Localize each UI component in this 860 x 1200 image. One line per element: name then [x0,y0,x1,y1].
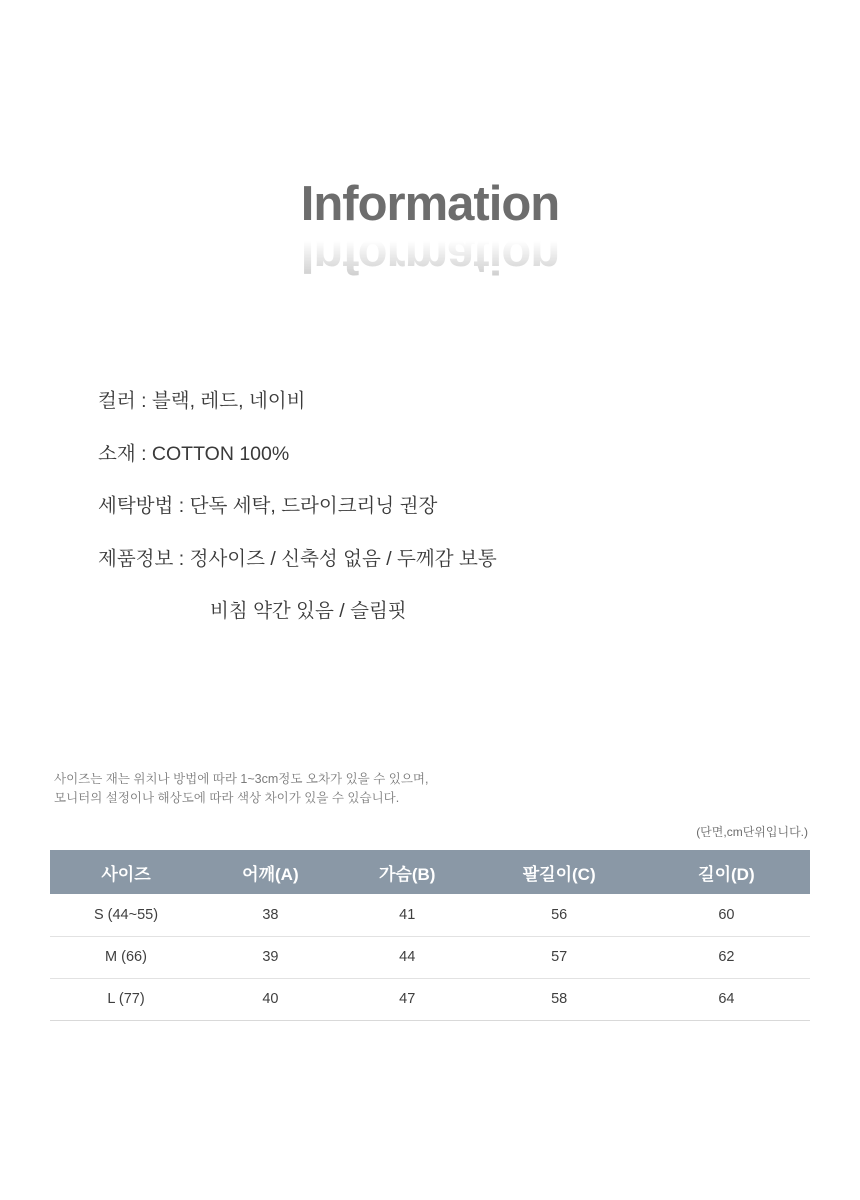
notice-line-2: 모니터의 설정이나 해상도에 따라 색상 차이가 있을 수 있습니다. [54,791,400,805]
cell-length: 62 [643,936,810,978]
table-header-sleeve: 팔길이(C) [476,850,643,894]
table-row [50,936,810,978]
cell-sleeve: 57 [476,936,643,978]
page-title-reflection: Information [0,231,860,280]
cell-sleeve: 58 [476,978,643,1020]
size-chart-table [50,850,810,1021]
table-header-length: 길이(D) [643,850,810,894]
product-info-block [98,392,758,655]
cell-length: 64 [643,978,810,1020]
table-row [50,894,810,936]
cell-size: M (66) [50,936,202,978]
page-title-block [0,177,860,283]
cell-size: S (44~55) [50,894,202,936]
cell-chest: 41 [339,894,476,936]
cell-shoulder: 39 [202,936,339,978]
measurement-notice [54,770,814,808]
unit-note: (단면,cm단위입니다.) [696,825,808,839]
cell-length: 60 [643,894,810,936]
notice-line-1: 사이즈는 재는 위치나 방법에 따라 1~3cm정도 오차가 있을 수 있으며, [54,772,429,786]
table-header-shoulder: 어깨(A) [202,850,339,894]
info-line-product-details: 제품정보 : 정사이즈 / 신축성 없음 / 두께감 보통 [98,547,497,570]
table-header-row [50,850,810,894]
table-header-size: 사이즈 [50,850,202,894]
page-title: Information [300,177,560,231]
cell-shoulder: 40 [202,978,339,1020]
info-line-material: 소재 : COTTON 100% [98,442,290,465]
info-line-color: 컬러 : 블랙, 레드, 네이비 [98,390,306,412]
cell-sleeve: 56 [476,894,643,936]
table-header-chest: 가슴(B) [339,850,476,894]
cell-shoulder: 38 [202,894,339,936]
cell-size: L (77) [50,978,202,1020]
cell-chest: 44 [339,936,476,978]
cell-chest: 47 [339,978,476,1020]
table-row [50,978,810,1020]
info-line-product-details-cont: 비침 약간 있음 / 슬림핏 [210,600,407,622]
info-line-washing: 세탁방법 : 단독 세탁, 드라이크리닝 권장 [98,495,438,517]
